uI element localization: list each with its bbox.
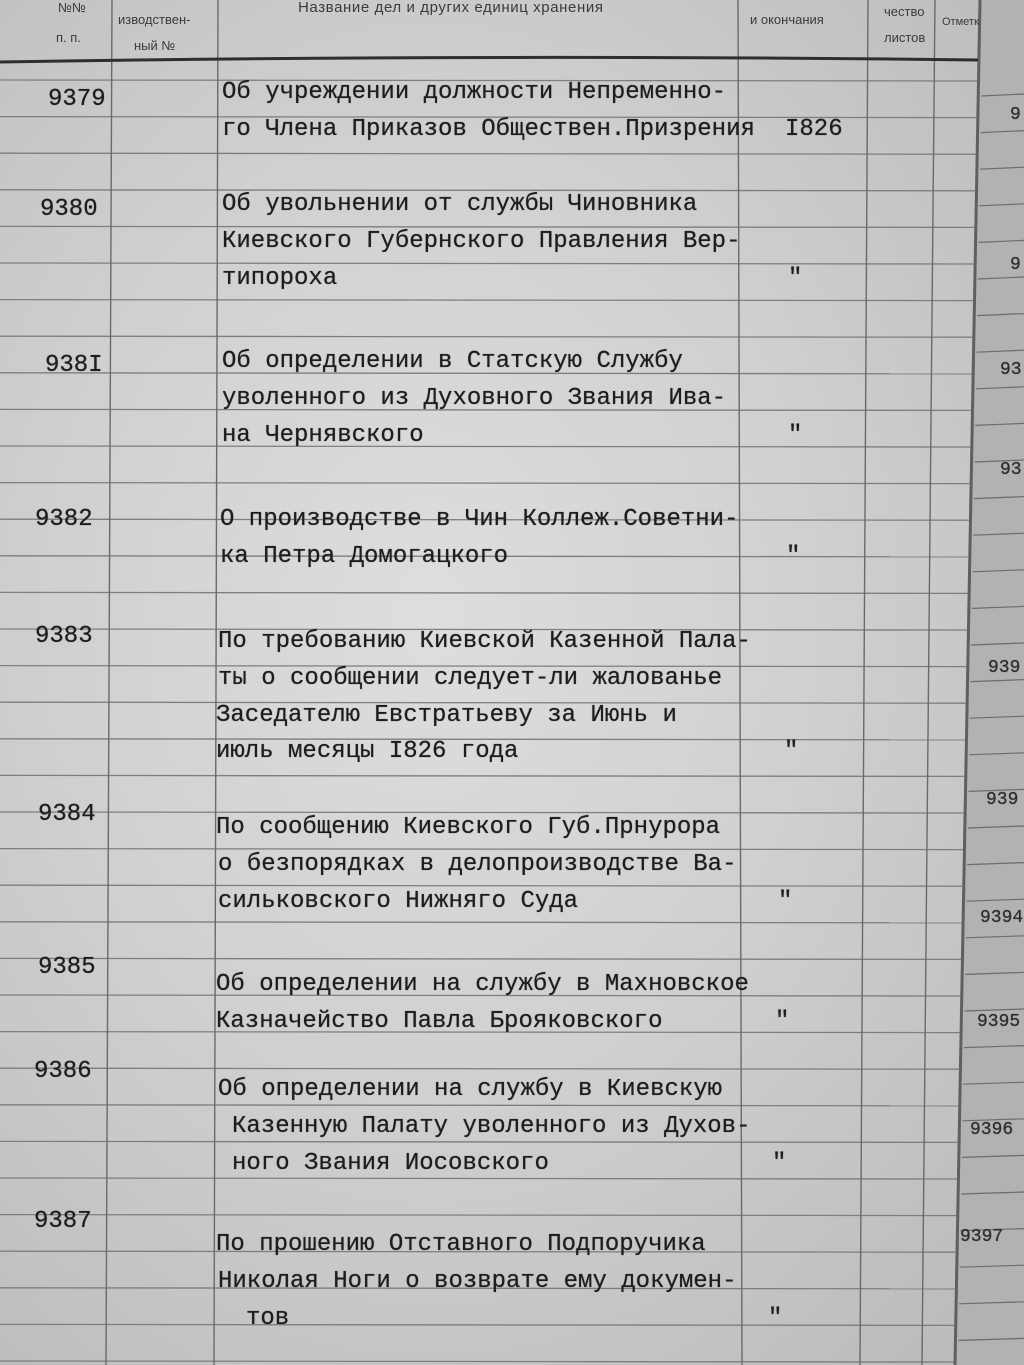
next-page-item-number: 9396 xyxy=(970,1120,1014,1140)
ruled-line xyxy=(0,1324,955,1325)
header-number-symbol: №№ xyxy=(58,0,86,15)
header-number-label: п. п. xyxy=(56,30,81,45)
entry-date: " xyxy=(786,543,801,570)
entry-title-line: уволенного из Духовного Звания Ива- xyxy=(222,385,727,412)
entry-number: 9382 xyxy=(35,506,93,533)
entry-number: 9387 xyxy=(34,1208,92,1235)
next-page-item-number: 93 xyxy=(1000,360,1022,380)
entry-title-line: июль месяцы I826 года xyxy=(216,738,519,765)
entry-title-line: Николая Ноги о возврате ему докумен- xyxy=(218,1268,737,1295)
column-divider xyxy=(106,0,112,1365)
entry-title-line: тов xyxy=(246,1305,290,1332)
entry-date: " xyxy=(775,1008,790,1035)
ruled-line xyxy=(0,922,962,923)
entry-title-line: сильковского Нижняго Суда xyxy=(218,888,579,915)
header-office-number-line1: изводствен- xyxy=(118,12,191,27)
entry-date: " xyxy=(768,1305,783,1332)
entry-number: 9383 xyxy=(35,623,93,650)
header-sheets-line2: листов xyxy=(884,30,926,45)
entry-title-line: По прошению Отставного Подпоручика xyxy=(216,1231,706,1258)
header-dates-column: и окончания xyxy=(750,12,824,27)
next-page-item-number: 939 xyxy=(986,790,1019,810)
entry-title-line: Казенную Палату уволенного из Духов- xyxy=(232,1113,751,1140)
entry-title-line: о безпорядках в делопроизводстве Ва- xyxy=(218,851,737,878)
entry-title-line: ка Петра Домогацкого xyxy=(220,543,509,570)
ruled-line xyxy=(0,1215,957,1216)
header-office-number-line2: ный № xyxy=(134,38,176,53)
ruled-line xyxy=(0,1068,959,1069)
entry-number: 9386 xyxy=(34,1058,92,1085)
next-page-item-number: 93 xyxy=(1000,460,1022,480)
ruled-line xyxy=(0,1361,954,1362)
ruled-line xyxy=(0,446,971,447)
entry-title-line: О производстве в Чин Коллеж.Советни- xyxy=(220,506,739,533)
entry-number: 9380 xyxy=(40,196,98,223)
entry-title-line: Об учреждении должности Непременно- xyxy=(222,79,727,106)
entry-title-line: ты о сообщении следует-ли жалованье xyxy=(218,665,723,692)
ruled-line xyxy=(0,263,974,264)
entry-title-line: типороха xyxy=(222,265,338,292)
entry-date: " xyxy=(788,422,803,449)
entry-date: I826 xyxy=(785,116,843,143)
column-divider xyxy=(860,0,868,1365)
ruled-line xyxy=(0,592,968,593)
next-page-item-number: 9395 xyxy=(977,1012,1021,1032)
entry-number: 938I xyxy=(45,352,103,379)
next-page-item-number: 939 xyxy=(988,658,1021,678)
entry-title-line: По требованию Киевской Казенной Пала- xyxy=(218,628,751,655)
ruled-line xyxy=(0,958,961,959)
entry-number: 9379 xyxy=(48,86,106,113)
header-sheets-line1: чество xyxy=(884,4,925,19)
entry-date: " xyxy=(772,1150,787,1177)
entry-title-line: Киевского Губернского Правления Вер- xyxy=(222,228,741,255)
entry-title-line: Заседателю Евстратьеву за Июнь и xyxy=(216,702,677,729)
header-notes-column: Отметк xyxy=(942,16,979,28)
entry-number: 9384 xyxy=(38,801,96,828)
entry-date: " xyxy=(788,265,803,292)
ruled-line xyxy=(0,153,976,154)
entry-number: 9385 xyxy=(38,954,96,981)
ruled-line xyxy=(0,775,965,776)
column-divider xyxy=(922,0,935,1365)
next-page-item-number: 9394 xyxy=(980,908,1024,928)
entry-title-line: Казначейство Павла Брояковского xyxy=(216,1008,663,1035)
header-title-column: Название дел и других единиц хранения xyxy=(298,0,604,16)
entry-title-line: на Чернявского xyxy=(222,422,424,449)
next-page-item-number: 9 xyxy=(1010,105,1021,125)
ruled-line xyxy=(0,300,974,301)
next-page-item-number: 9397 xyxy=(960,1227,1004,1247)
entry-title-line: Об определении на службу в Киевскую xyxy=(218,1076,723,1103)
entry-title-line: Об определении в Статскую Службу xyxy=(222,348,683,375)
ruled-line xyxy=(0,483,970,484)
next-page-item-number: 9 xyxy=(1010,255,1021,275)
entry-date: " xyxy=(778,888,793,915)
entry-date: " xyxy=(784,738,799,765)
entry-title-line: Об увольнении от службы Чиновника xyxy=(222,191,698,218)
entry-title-line: По сообщению Киевского Губ.Прнурора xyxy=(216,814,721,841)
entry-title-line: Об определении на службу в Махновское xyxy=(216,971,749,998)
ruled-line xyxy=(0,336,973,337)
entry-title-line: ного Звания Иосовского xyxy=(232,1150,549,1177)
column-divider xyxy=(738,0,742,1365)
header-rule xyxy=(0,57,978,62)
entry-title-line: го Члена Приказов Обществен.Призрения xyxy=(222,116,755,143)
